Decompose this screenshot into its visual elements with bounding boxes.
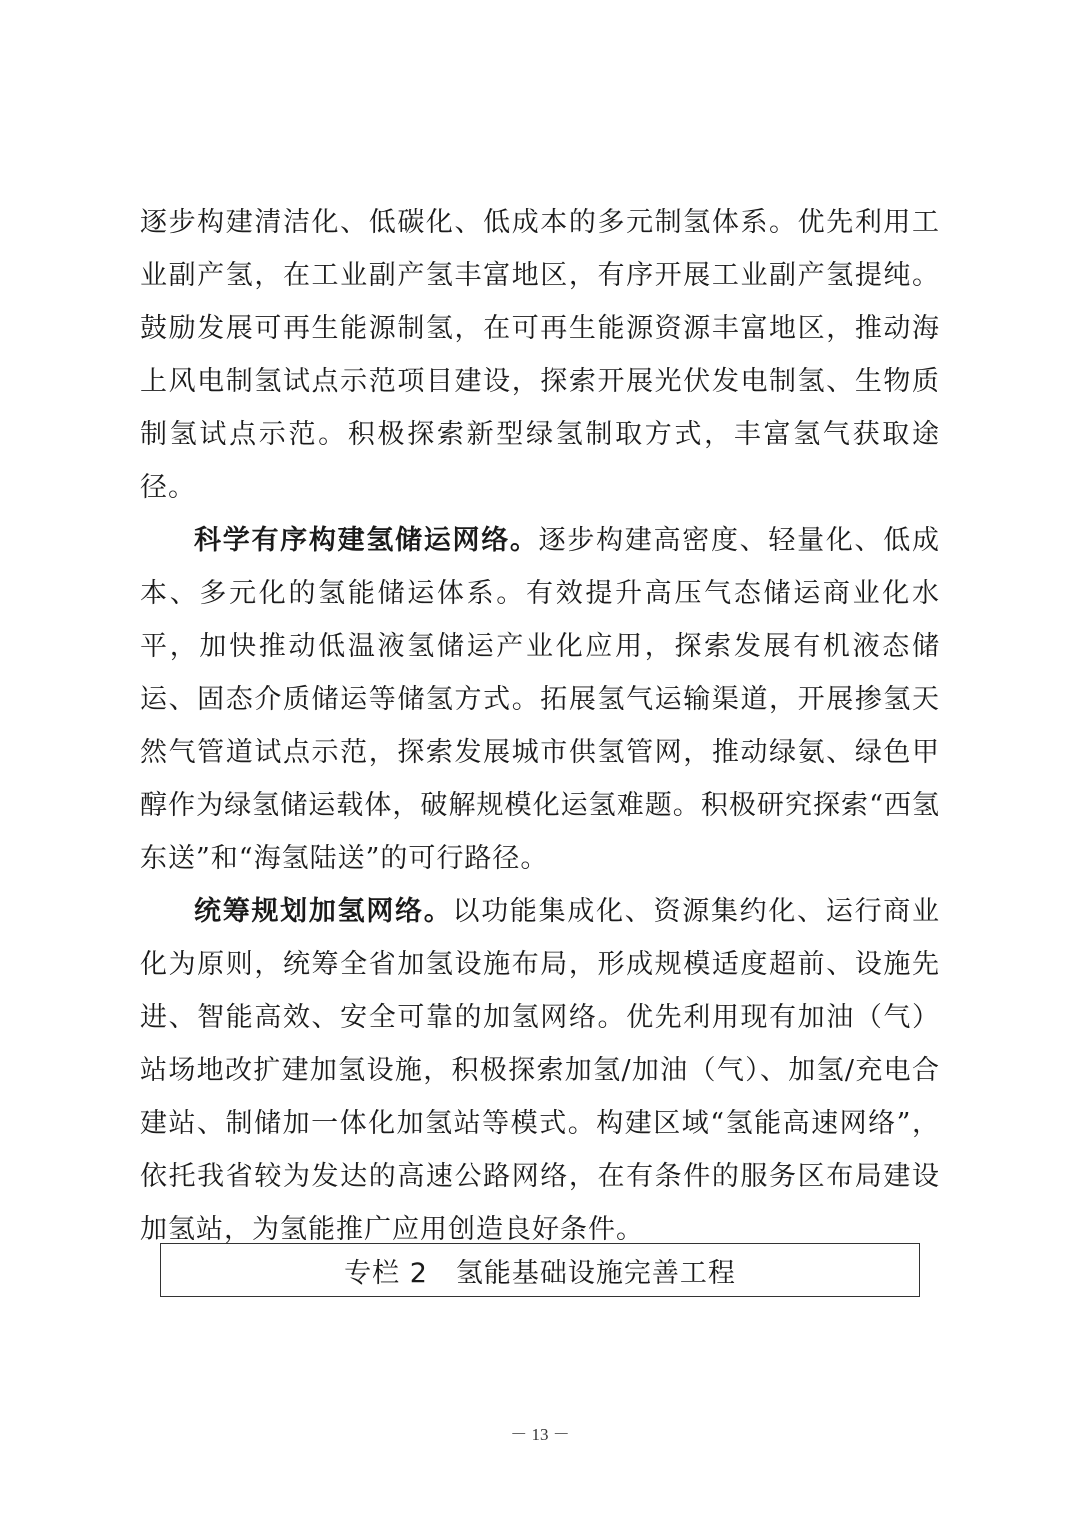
paragraph-hydrogen-production [140, 196, 940, 514]
page-number: － 13 － [510, 1425, 570, 1444]
paragraph-text: 逐步构建清洁化、低碳化、低成本的多元制氢体系。优先利用工业副产氢，在工业副产氢丰富地区，有序开展工业副产氢提纯。鼓励发展可再生能源制氢，在可再生能源资源丰富地区，推动海上风电制氢试点示范项目建设，探索开展光伏发电制氢、生物质制氢试点示范。积极探索新型绿氢制取方式，丰富氢气获取途径。 [140, 207, 940, 503]
paragraph-text: 逐步构建高密度、轻量化、低成本、多元化的氢能储运体系。有效提升高压气态储运商业化水平，加快推动低温液氢储运产业化应用，探索发展有机液态储运、固态介质储运等储氢方式。拓展氢气运输渠道，开展掺氢天然气管道试点示范，探索发展城市供氢管网，推动绿氨、绿色甲醇作为绿氢储运载体，破解规模化运氢难题。积极研究探索“西氢东送”和“海氢陆送”的可行路径。 [140, 525, 941, 874]
paragraph-lead: 科学有序构建氢储运网络。 [194, 525, 539, 556]
paragraph-lead: 统筹规划加氢网络。 [194, 896, 453, 927]
column-box-title: 专栏 2 氢能基础设施完善工程 [344, 1257, 736, 1289]
column-box [160, 1243, 920, 1297]
body-text [140, 196, 940, 1256]
paragraph-refueling-network [140, 885, 940, 1256]
paragraph-hydrogen-storage-transport [140, 514, 940, 885]
paragraph-text: 以功能集成化、资源集约化、运行商业化为原则，统筹全省加氢设施布局，形成规模适度超前、设施先进、智能高效、安全可靠的加氢网络。优先利用现有加油（气）站场地改扩建加氢设施，积极探索加氢/加油（气）、加氢/充电合建站、制储加一体化加氢站等模式。构建区域“氢能高速网络”，依托我省较为发达的高速公路网络，在有条件的服务区布局建设加氢站，为氢能推广应用创造良好条件。 [140, 896, 941, 1245]
